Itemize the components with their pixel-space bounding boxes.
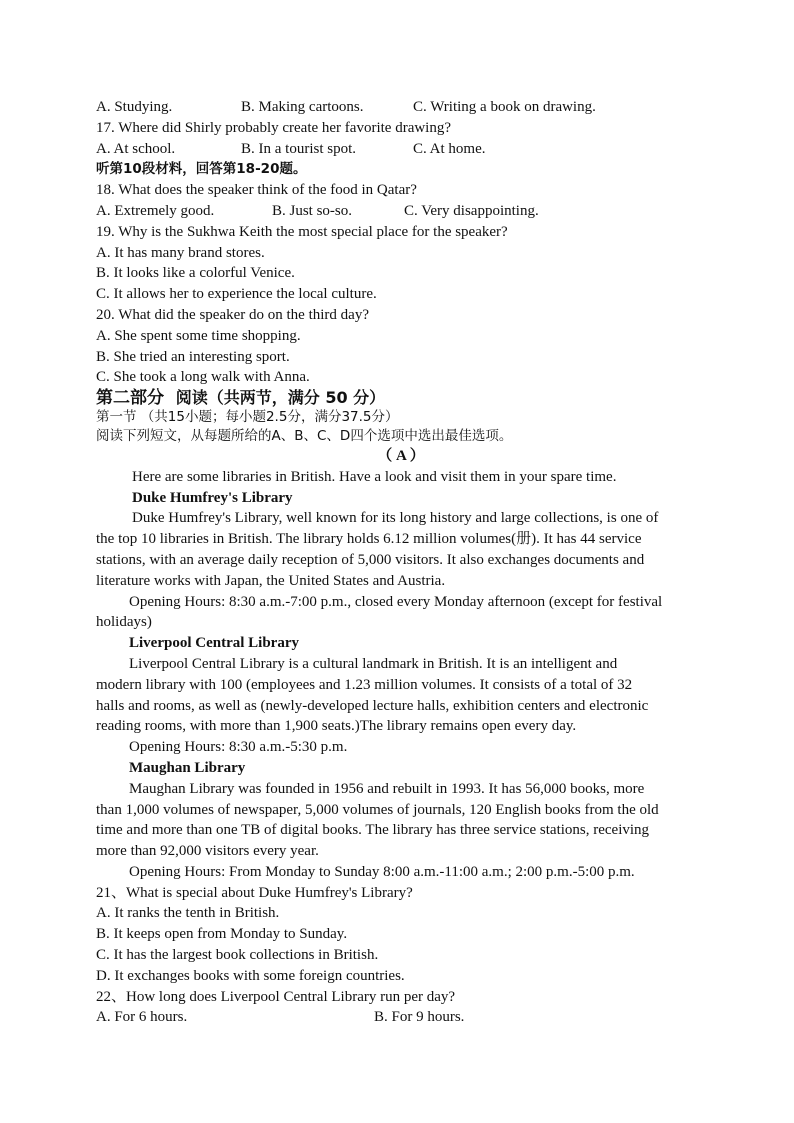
q18-option-c: C. Very disappointing.: [404, 202, 539, 219]
q18-option-b: B. Just so-so.: [272, 202, 353, 219]
lib3-line-1: Maughan Library was founded in 1956 and rebuilt in 1993. It has 56,000 books, more: [129, 780, 645, 797]
lib3-hours: Opening Hours: From Monday to Sunday 8:00 a.m.-11:00 a.m.; 2:00 p.m.-5:00 p.m.: [129, 863, 635, 880]
q22-options: [96, 1007, 706, 1028]
lib2-hours: Opening Hours: 8:30 a.m.-5:30 p.m.: [129, 739, 348, 756]
q18-option-a: A. Extremely good.: [96, 202, 215, 219]
lib3-line-4: more than 92,000 visitors every year.: [96, 843, 319, 860]
part2-subtitle: 阅读（共两节，满分 50 分）: [175, 388, 386, 408]
q19-question: 19. Why is the Sukhwa Keith the most special place for the speaker?: [96, 223, 508, 240]
lib2-line-4: reading rooms, with more than 1,900 seats.)The library remains open every day.: [96, 718, 577, 735]
q17-option-c: C. At home.: [413, 140, 486, 157]
q21-option-d: D. It exchanges books with some foreign countries.: [96, 967, 405, 984]
lib1-line-1: Duke Humfrey's Library, well known for its long history and large collections, is one of: [132, 510, 659, 527]
lib1-name: Duke Humfrey's Library: [132, 489, 293, 506]
q19-option-b: B. It looks like a colorful Venice.: [96, 265, 295, 282]
q22-option-a: A. For 6 hours.: [96, 1009, 188, 1026]
lib1-hours-2: holidays): [96, 614, 152, 631]
q19-option-a: A. It has many brand stores.: [96, 244, 265, 261]
lib1-line-3: stations, with an average daily reception of 5,000 visitors. It also exchanges documents and: [96, 551, 645, 568]
lib2-line-1: Liverpool Central Library is a cultural landmark in British. It is an intelligent and: [129, 655, 618, 672]
q17-question: 17. Where did Shirly probably create her favorite drawing?: [96, 119, 452, 136]
page-content: [96, 97, 706, 1028]
q22-question: 22、How long does Liverpool Central Library run per day?: [96, 988, 456, 1005]
lib3-name: Maughan Library: [129, 759, 246, 776]
lib2-line-2: modern library with 100 (employees and 1.23 million volumes. It consists of a total of 32: [96, 676, 633, 693]
reading-instruction: 阅读下列短文，从每题所给的A、B、C、D四个选项中选出最佳选项。: [96, 427, 513, 444]
q16-option-c: C. Writing a book on drawing.: [413, 99, 596, 115]
q16-option-a: A. Studying.: [96, 99, 173, 115]
q20-question: 20. What did the speaker do on the third day?: [96, 306, 369, 323]
q17-option-a: A. At school.: [96, 140, 176, 157]
q20-option-a: A. She spent some time shopping.: [96, 327, 301, 344]
lib2-line-3: halls and rooms, as well as (newly-developed lecture halls, exhibition centers and electronic: [96, 697, 649, 714]
part2-heading: [96, 388, 706, 409]
lib1-line-4: literature works with Japan, the United States and Austria.: [96, 572, 446, 589]
q17-options: [96, 139, 706, 160]
q21-question: 21、What is special about Duke Humfrey's Library?: [96, 884, 413, 901]
q19-option-c: C. It allows her to experience the local culture.: [96, 286, 377, 303]
lib3-line-2: than 1,000 volumes of newspaper, 5,000 volumes of journals, 120 English books from the old: [96, 801, 659, 818]
q18-question: 18. What does the speaker think of the food in Qatar?: [96, 182, 417, 199]
lib1-hours-1: Opening Hours: 8:30 a.m.-7:00 p.m., closed every Monday afternoon (except for festival: [129, 593, 663, 610]
q21-option-c: C. It has the largest book collections in British.: [96, 947, 379, 964]
part2-title: 第二部分: [96, 388, 164, 409]
q20-option-b: B. She tried an interesting sport.: [96, 348, 290, 365]
q16-option-b: B. Making cartoons.: [241, 99, 364, 115]
q20-option-c: C. She took a long walk with Anna.: [96, 369, 310, 386]
q21-option-a: A. It ranks the tenth in British.: [96, 905, 280, 922]
q21-option-b: B. It keeps open from Monday to Sunday.: [96, 926, 348, 943]
section1-heading: 第一节 （共15小题；每小题2.5分，满分37.5分）: [96, 408, 399, 425]
q16-options: [96, 97, 706, 118]
listening-10-heading: 听第10段材料，回答第18-20题。: [96, 161, 307, 178]
q18-options: [96, 201, 706, 222]
lib2-name: Liverpool Central Library: [129, 635, 299, 652]
q17-option-b: B. In a tourist spot.: [241, 140, 356, 157]
passage-intro: Here are some libraries in British. Have a look and visit them in your spare time.: [132, 468, 617, 485]
lib3-line-3: time and more than one TB of digital books. The library has three service stations, receiving: [96, 822, 650, 839]
lib1-line-2: the top 10 libraries in British. The library holds 6.12 million volumes(册). It has 44 service: [96, 531, 642, 548]
q22-option-b: B. For 9 hours.: [374, 1009, 465, 1026]
passage-label: （ A ）: [377, 447, 425, 464]
